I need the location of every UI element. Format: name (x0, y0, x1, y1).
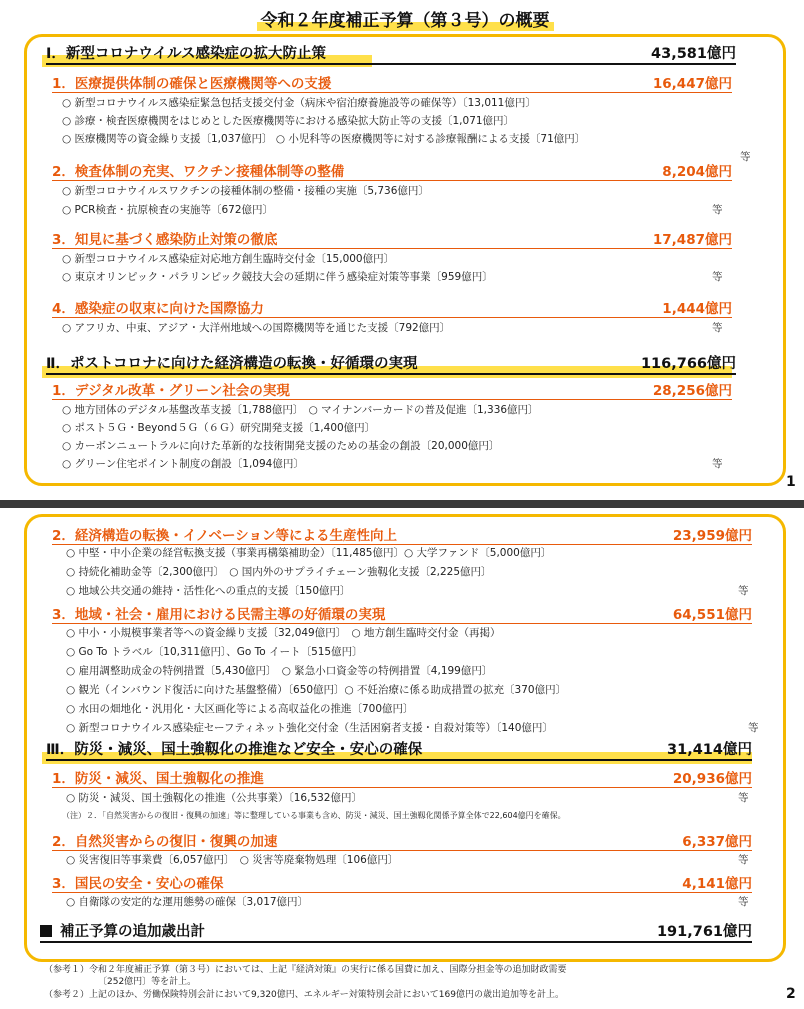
list-item: ○ 雇用調整助成金の特例措置〔5,430億円〕 ○ 緊急小口資金等の特例措置〔4,199億円〕 (66, 665, 493, 677)
section-2-header (46, 352, 736, 375)
list-item: ○ 災害復旧等事業費〔6,057億円〕 ○ 災害等廃棄物処理〔106億円〕 (66, 854, 399, 866)
page-1 (0, 0, 804, 500)
list-item: ○ 中堅・中小企業の経営転換支援（事業再構築補助金）〔11,485億円〕○ 大学ファンド〔5,000億円〕 (66, 547, 552, 559)
etc-label: 等 (738, 792, 749, 804)
note-text: （注）２．「自然災害からの復旧・復興の加速」等に整理している事業も含め、防災・減災、国土強靱化関係予算全体で22,604億円を確保。 (62, 811, 566, 820)
subsection-3-3-header (52, 872, 752, 893)
subsection-2-3-header (52, 603, 752, 624)
page-number: 2 (786, 986, 796, 1002)
subsection-1-4-label: 4．感染症の収束に向けた国際協力 (52, 301, 264, 317)
etc-label: 等 (738, 896, 749, 908)
subsection-1-1-amount: 16,447億円 (652, 76, 732, 92)
square-bullet-icon (40, 925, 52, 937)
subsection-1-1-label: 1．医療提供体制の確保と医療機関等への支援 (52, 76, 332, 92)
list-item: ○ 新型コロナウイルス感染症セーフティネット強化交付金（生活困窮者支援・自殺対策等）〔140億円〕 (66, 722, 553, 734)
list-item: ○ 新型コロナウイルス感染症対応地方創生臨時交付金〔15,000億円〕 (62, 253, 395, 265)
list-item: ○ PCR検査・抗原検査の実施等〔672億円〕 (62, 204, 273, 216)
list-item: ○ 医療機関等の資金繰り支援〔1,037億円〕 ○ 小児科等の医療機関等に対する診療報酬による支援〔71億円〕 (62, 133, 586, 145)
list-item: ○ 観光（インバウンド復活に向けた基盤整備）〔650億円〕○ 不妊治療に係る助成措置の拡充〔370億円〕 (66, 684, 567, 696)
list-item: ○ 地方団体のデジタル基盤改革支援〔1,788億円〕 ○ マイナンバーカードの普及促進〔1,336億円〕 (62, 404, 539, 416)
list-item: ○ 地域公共交通の維持・活性化への重点的支援〔150億円〕 (66, 585, 351, 597)
subsection-1-2-label: 2．検査体制の充実、ワクチン接種体制等の整備 (52, 164, 345, 180)
page-number: 1 (786, 474, 796, 490)
subsection-2-1-amount: 28,256億円 (652, 383, 732, 399)
etc-label: 等 (712, 458, 723, 470)
reference-1-line-2: 〔252億円〕等を計上。 (98, 977, 197, 987)
subsection-2-1-header (52, 379, 732, 400)
subsection-3-1-amount: 20,936億円 (672, 771, 752, 787)
etc-label: 等 (748, 722, 759, 734)
subsection-3-3-label: 3．国民の安全・安心の確保 (52, 876, 224, 892)
subsection-2-1-label: 1．デジタル改革・グリーン社会の実現 (52, 383, 290, 399)
page-separator (0, 500, 804, 508)
list-item: ○ 新型コロナウイルスワクチンの接種体制の整備・接種の実施〔5,736億円〕 (62, 185, 429, 197)
list-item: ○ 中小・小規模事業者等への資金繰り支援〔32,049億円〕 ○ 地方創生臨時交付金（再掲） (66, 627, 501, 639)
list-item: ○ 持続化補助金等〔2,300億円〕 ○ 国内外のサプライチェーン強靱化支援〔2,225億円〕 (66, 566, 492, 578)
subsection-1-4-amount: 1,444億円 (662, 301, 732, 317)
subsection-1-2-header (52, 160, 732, 181)
section-3-header (46, 738, 752, 761)
subsection-2-2-label: 2．経済構造の転換・イノベーション等による生産性向上 (52, 528, 398, 544)
total-label: 補正予算の追加歳出計 (60, 924, 205, 940)
subsection-3-1-header (52, 767, 752, 788)
document-title: 令和２年度補正予算（第３号）の概要 (210, 6, 600, 31)
etc-label: 等 (740, 151, 751, 163)
list-item: ○ ポスト５Ｇ・Beyond５Ｇ（６Ｇ）研究開発支援〔1,400億円〕 (62, 422, 376, 434)
subsection-3-2-amount: 6,337億円 (682, 834, 752, 850)
subsection-1-3-label: 3．知見に基づく感染防止対策の徹底 (52, 232, 278, 248)
subsection-1-4-header (52, 297, 732, 318)
subsection-3-2-header (52, 830, 752, 851)
page-2 (0, 508, 804, 1009)
etc-label: 等 (738, 854, 749, 866)
subsection-1-3-amount: 17,487億円 (652, 232, 732, 248)
subsection-2-3-label: 3．地域・社会・雇用における民需主導の好循環の実現 (52, 607, 386, 623)
list-item: ○ 診療・検査医療機関をはじめとした医療機関等における感染拡大防止等の支援〔1,071億円〕 (62, 115, 515, 127)
list-item: ○ Go To トラベル〔10,311億円〕、Go To イート〔515億円〕 (66, 646, 363, 658)
list-item: ○ 新型コロナウイルス感染症緊急包括支援交付金（病床や宿泊療養施設等の確保等）〔13,011億円〕 (62, 97, 536, 109)
list-item: ○ グリーン住宅ポイント制度の創設〔1,094億円〕 (62, 458, 304, 470)
total-row (40, 920, 752, 943)
reference-2: （参考２）上記のほか、労働保険特別会計において9,320億円、エネルギー対策特別会計において169億円の歳出追加等を計上。 (44, 990, 564, 1000)
section-1-amount: 43,581億円 (651, 46, 736, 62)
list-item: ○ 防災・減災、国土強靱化の推進（公共事業）〔16,532億円〕 (66, 792, 362, 804)
list-item: ○ 自衛隊の安定的な運用態勢の確保〔3,017億円〕 (66, 896, 309, 908)
etc-label: 等 (738, 585, 749, 597)
subsection-1-3-header (52, 228, 732, 249)
reference-1-line-1: （参考１）令和２年度補正予算（第３号）においては、上記『経済対策』の実行に係る国費に加え、国際分担金等の追加財政需要 (44, 965, 567, 975)
list-item: ○ 東京オリンピック・パラリンピック競技大会の延期に伴う感染症対策等事業〔959億円〕 (62, 271, 493, 283)
list-item: ○ カーボンニュートラルに向けた革新的な技術開発支援のための基金の創設〔20,000億円〕 (62, 440, 500, 452)
subsection-2-2-header (52, 524, 752, 545)
etc-label: 等 (712, 322, 723, 334)
section-1-header (46, 42, 736, 65)
section-2-label: Ⅱ．ポストコロナに向けた経済構造の転換・好循環の実現 (46, 356, 418, 372)
subsection-3-1-label: 1．防災・減災、国土強靱化の推進 (52, 771, 264, 787)
section-1-label: Ⅰ．新型コロナウイルス感染症の拡大防止策 (46, 46, 327, 62)
subsection-2-3-amount: 64,551億円 (672, 607, 752, 623)
subsection-3-2-label: 2．自然災害からの復旧・復興の加速 (52, 834, 278, 850)
etc-label: 等 (712, 204, 723, 216)
list-item: ○ アフリカ、中東、アジア・大洋州地域への国際機関等を通じた支援〔792億円〕 (62, 322, 451, 334)
section-3-amount: 31,414億円 (667, 742, 752, 758)
section-2-amount: 116,766億円 (640, 356, 736, 372)
subsection-3-3-amount: 4,141億円 (682, 876, 752, 892)
subsection-2-2-amount: 23,959億円 (672, 528, 752, 544)
list-item: ○ 水田の畑地化・汎用化・大区画化等による高収益化の推進〔700億円〕 (66, 703, 414, 715)
section-3-label: Ⅲ．防災・減災、国土強靱化の推進など安全・安心の確保 (46, 742, 423, 758)
etc-label: 等 (712, 271, 723, 283)
subsection-1-2-amount: 8,204億円 (662, 164, 732, 180)
subsection-1-1-header (52, 72, 732, 93)
total-amount: 191,761億円 (656, 924, 752, 940)
